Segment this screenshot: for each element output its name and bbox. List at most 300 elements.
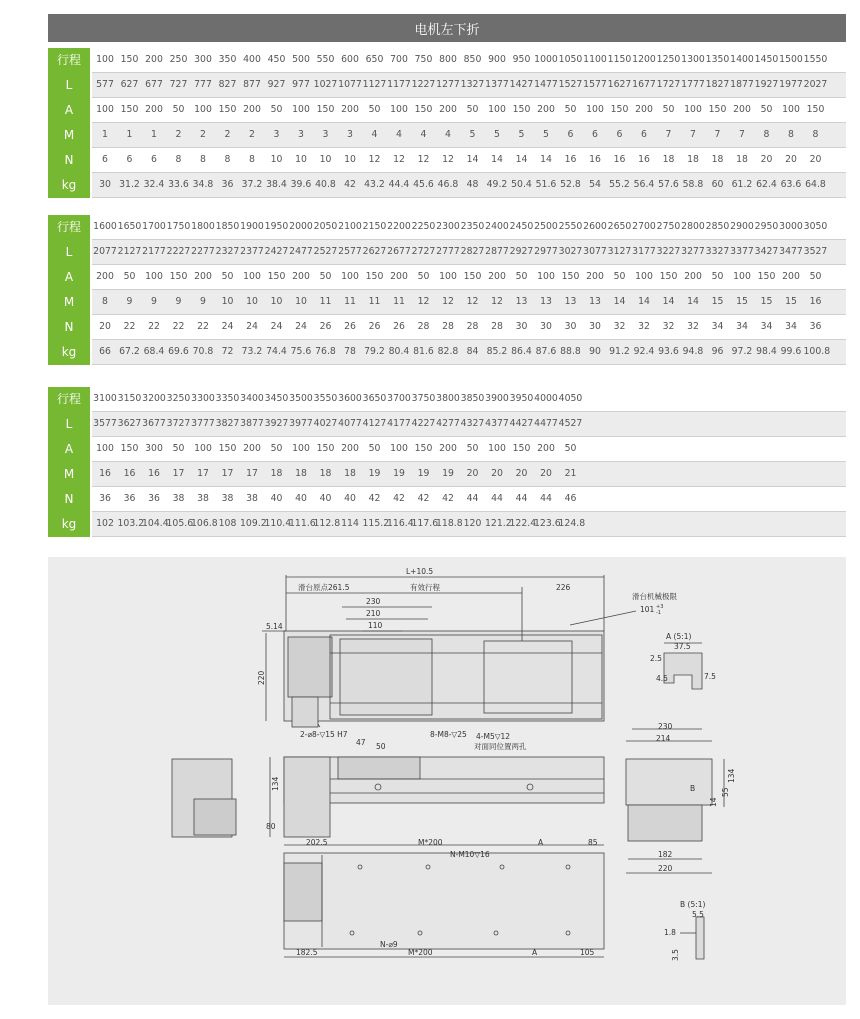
- table-cell: 3027: [558, 246, 583, 257]
- table-cell: 94.8: [682, 346, 704, 357]
- table-cell: 3527: [803, 246, 828, 257]
- table-cell: 46.8: [437, 179, 459, 190]
- table-cell: 4427: [509, 418, 534, 429]
- table-cell: 58.8: [682, 179, 704, 190]
- table-cell: 3100: [93, 393, 117, 404]
- table-cell: 19: [442, 468, 454, 479]
- table-cell: 36: [123, 493, 136, 504]
- table-cell: 34: [785, 321, 797, 332]
- table-cell: 50: [417, 271, 430, 282]
- table-cell: 80.4: [388, 346, 410, 357]
- table-cell: 18: [711, 154, 724, 165]
- row-label: kg: [61, 517, 77, 531]
- table-cell: 4227: [411, 418, 436, 429]
- table-cell: 200: [390, 271, 408, 282]
- table-cell: 2450: [509, 221, 534, 232]
- table-cell: 12: [442, 296, 454, 307]
- table-cell: 1627: [607, 79, 632, 90]
- row-label: 行程: [56, 220, 81, 234]
- table-cell: 100: [145, 271, 163, 282]
- table-cell: 200: [537, 443, 555, 454]
- table-cell: 200: [439, 104, 457, 115]
- table-cell: 87.6: [535, 346, 557, 357]
- table-cell: 4127: [362, 418, 387, 429]
- table-row: [92, 240, 846, 265]
- table-cell: 2600: [583, 221, 607, 232]
- table-cell: 16: [638, 154, 650, 165]
- table-cell: 2: [249, 129, 255, 140]
- table-cell: 18: [270, 468, 283, 479]
- table-cell: 105.6: [166, 518, 194, 529]
- table-cell: 2727: [411, 246, 436, 257]
- table-cell: 100: [194, 443, 212, 454]
- row-label: 行程: [56, 392, 81, 406]
- table-cell: 3900: [485, 393, 509, 404]
- table-cell: 50: [368, 104, 381, 115]
- table-cell: 150: [512, 443, 531, 454]
- dim-limit-val: 101: [640, 605, 655, 614]
- bottom-view-motor: [284, 863, 322, 921]
- table-cell: 100: [96, 104, 114, 115]
- table-cell: 63.6: [780, 179, 802, 190]
- table-cell: 150: [708, 104, 727, 115]
- table-cell: 12: [442, 154, 454, 165]
- table-cell: 1877: [730, 79, 754, 90]
- table-row: [92, 173, 846, 198]
- row-label: M: [63, 128, 75, 142]
- table-cell: 2327: [215, 246, 240, 257]
- table-cell: 3850: [460, 393, 485, 404]
- table-cell: 1200: [632, 54, 656, 65]
- table-cell: 8: [763, 129, 770, 140]
- detail-a-profile: [664, 653, 702, 689]
- table-cell: 900: [488, 54, 506, 65]
- table-cell: 3450: [264, 393, 289, 404]
- table-cell: 32.4: [143, 179, 165, 190]
- row-label: M: [63, 295, 75, 309]
- table-cell: 1: [151, 129, 157, 140]
- table-cell: 3700: [387, 393, 411, 404]
- table-cell: 54: [589, 179, 601, 190]
- table-cell: 16: [99, 468, 111, 479]
- table-cell: 19: [417, 468, 430, 479]
- detail-b-3-5: 3.5: [671, 949, 680, 961]
- table-cell: 3227: [656, 246, 681, 257]
- table-cell: 14: [515, 154, 528, 165]
- table-cell: 81.6: [413, 346, 434, 357]
- table-cell: 34.8: [192, 179, 214, 190]
- table-cell: 100: [537, 271, 555, 282]
- table-cell: 79.2: [364, 346, 385, 357]
- table-cell: 2627: [362, 246, 387, 257]
- table-cell: 26: [368, 321, 381, 332]
- table-cell: 8: [200, 154, 206, 165]
- table-cell: 1927: [754, 79, 779, 90]
- table-cell: 61.2: [731, 179, 753, 190]
- table-row: [92, 340, 846, 365]
- table-cell: 12: [417, 296, 430, 307]
- table-row: [92, 462, 846, 487]
- table-cell: 44: [491, 493, 503, 504]
- table-cell: 4: [445, 129, 451, 140]
- row-label: kg: [61, 345, 77, 359]
- table-cell: 100: [439, 271, 457, 282]
- table-cell: 2000: [289, 221, 313, 232]
- top-view-carriage: [340, 639, 432, 715]
- table-cell: 12: [491, 296, 503, 307]
- table-cell: 4: [371, 129, 378, 140]
- table-cell: 1127: [362, 79, 387, 90]
- table-cell: 15: [760, 296, 773, 307]
- table-cell: 20: [466, 468, 479, 479]
- dim-limit-tol-bot: -1: [656, 610, 661, 616]
- table-cell: 3627: [117, 418, 142, 429]
- front-view-motor: [284, 757, 330, 837]
- dim-limit: 滑台机械极限: [632, 592, 677, 601]
- table-cell: 121.2: [485, 518, 512, 529]
- table-cell: 3300: [191, 393, 215, 404]
- table-cell: 36: [809, 321, 822, 332]
- table-cell: 44: [540, 493, 552, 504]
- table-cell: 200: [341, 443, 359, 454]
- table-cell: 5: [543, 129, 549, 140]
- table-cell: 2377: [240, 246, 264, 257]
- table-cell: 100: [635, 271, 653, 282]
- table-cell: 500: [292, 54, 310, 65]
- table-cell: 3: [347, 129, 353, 140]
- spec-table-2: [48, 215, 846, 365]
- table-cell: 36: [148, 493, 160, 504]
- table-cell: 3427: [754, 246, 779, 257]
- table-cell: 150: [512, 104, 531, 115]
- row-label: N: [64, 320, 74, 334]
- table-cell: 90: [589, 346, 601, 357]
- table-cell: 750: [414, 54, 433, 65]
- table-cell: 12: [368, 154, 381, 165]
- table-cell: 49.2: [486, 179, 508, 190]
- table-cell: 777: [194, 79, 212, 90]
- table-cell: 50: [172, 443, 185, 454]
- table-cell: 7: [665, 129, 672, 140]
- table-cell: 10: [295, 296, 307, 307]
- table-cell: 14: [540, 154, 552, 165]
- table-cell: 10: [221, 296, 234, 307]
- table-cell: 30: [515, 321, 528, 332]
- dim-230: 230: [366, 597, 381, 606]
- table-cell: 24: [221, 321, 234, 332]
- detail-a-title: A (5:1): [666, 632, 692, 641]
- table-cell: 122.4: [509, 518, 537, 529]
- table-cell: 8: [102, 296, 108, 307]
- table-cell: 3950: [509, 393, 534, 404]
- row-label-column: [48, 215, 90, 365]
- table-cell: 50: [662, 104, 675, 115]
- table-cell: 34: [736, 321, 748, 332]
- table-cell: 17: [246, 468, 258, 479]
- table-cell: 16: [613, 154, 626, 165]
- dim-182-5: 182.5: [296, 948, 318, 957]
- hole-n-9: N-⌀9: [380, 940, 398, 949]
- dim-r220: 220: [658, 864, 673, 873]
- table-cell: 11: [368, 296, 381, 307]
- table-cell: 10: [246, 296, 258, 307]
- table-cell: 103.2: [117, 518, 145, 529]
- table-cell: 2400: [485, 221, 509, 232]
- table-cell: 150: [610, 104, 629, 115]
- table-cell: 2550: [558, 221, 583, 232]
- dim-limit-tol-top: +3: [656, 604, 664, 610]
- hole-n-m10: N-M10▽16: [450, 850, 490, 859]
- table-cell: 1550: [803, 54, 828, 65]
- table-cell: 2: [175, 129, 182, 140]
- table-cell: 1527: [558, 79, 583, 90]
- table-cell: 32: [638, 321, 650, 332]
- table-cell: 100: [341, 271, 359, 282]
- table-cell: 150: [365, 271, 384, 282]
- table-cell: 4: [420, 129, 427, 140]
- table-cell: 200: [488, 271, 506, 282]
- table-cell: 4527: [558, 418, 583, 429]
- table-cell: 2500: [534, 221, 558, 232]
- table-cell: 110.4: [264, 518, 292, 529]
- table-cell: 50.4: [511, 179, 532, 190]
- bottom-view-body: [284, 853, 604, 949]
- dim-210: 210: [366, 609, 381, 618]
- table-cell: 32: [687, 321, 699, 332]
- table-cell: 1227: [411, 79, 436, 90]
- row-label: L: [65, 417, 73, 431]
- table-cell: 2777: [436, 246, 460, 257]
- table-cell: 2527: [313, 246, 338, 257]
- table-cell: 150: [414, 443, 433, 454]
- table-cell: 3000: [779, 221, 803, 232]
- table-cell: 100: [733, 271, 751, 282]
- table-cell: 800: [439, 54, 457, 65]
- table-cell: 7: [690, 129, 696, 140]
- table-cell: 1300: [681, 54, 705, 65]
- table-cell: 20: [99, 321, 111, 332]
- table-cell: 26: [344, 321, 356, 332]
- table-cell: 2650: [607, 221, 632, 232]
- table-cell: 2577: [338, 246, 362, 257]
- table-cell: 91.2: [609, 346, 630, 357]
- table-cell: 3077: [583, 246, 607, 257]
- table-row: [92, 437, 846, 462]
- table-cell: 2950: [754, 221, 779, 232]
- table-cell: 1800: [191, 221, 215, 232]
- table-cell: 3150: [117, 393, 142, 404]
- dim-a-2: A: [532, 948, 538, 957]
- table-cell: 14: [491, 154, 503, 165]
- table-cell: 32: [613, 321, 626, 332]
- table-cell: 200: [145, 54, 163, 65]
- table-cell: 106.8: [191, 518, 218, 529]
- table-cell: 67.2: [119, 346, 140, 357]
- table-cell: 1977: [779, 79, 803, 90]
- drawing-svg: [48, 557, 846, 1005]
- table-cell: 38: [246, 493, 258, 504]
- dim-effective: 有效行程: [410, 583, 440, 592]
- dim-l-total: L+10.5: [406, 567, 434, 576]
- table-cell: 8: [175, 154, 182, 165]
- table-cell: 1000: [534, 54, 558, 65]
- table-cell: 150: [169, 271, 188, 282]
- table-cell: 76.8: [315, 346, 336, 357]
- table-cell: 1700: [142, 221, 166, 232]
- table-cell: 96: [711, 346, 724, 357]
- table-cell: 50: [564, 104, 577, 115]
- table-cell: 28: [442, 321, 454, 332]
- table-cell: 2750: [656, 221, 681, 232]
- table-cell: 650: [365, 54, 384, 65]
- table-cell: 36: [99, 493, 111, 504]
- row-label: L: [65, 245, 73, 259]
- table-cell: 2100: [338, 221, 362, 232]
- table-cell: 3377: [730, 246, 754, 257]
- table-cell: 34: [711, 321, 724, 332]
- table-cell: 18: [295, 468, 307, 479]
- table-row: [92, 387, 846, 412]
- table-cell: 927: [267, 79, 286, 90]
- table-cell: 16: [809, 296, 822, 307]
- table-cell: 15: [736, 296, 748, 307]
- table-cell: 1277: [436, 79, 460, 90]
- table-cell: 200: [537, 104, 555, 115]
- table-cell: 117.6: [411, 518, 439, 529]
- technical-drawing: [48, 557, 846, 1005]
- table-cell: 6: [592, 129, 598, 140]
- table-cell: 18: [662, 154, 675, 165]
- table-cell: 3600: [338, 393, 362, 404]
- table-cell: 50: [368, 443, 381, 454]
- hole-callout-3: 4-M5▽12: [476, 732, 511, 741]
- table-cell: 1450: [754, 54, 779, 65]
- dim-105: 105: [580, 948, 595, 957]
- table-cell: 30: [99, 179, 111, 190]
- table-cell: 200: [243, 443, 261, 454]
- table-cell: 20: [491, 468, 503, 479]
- row-label-column: [48, 387, 90, 537]
- table-cell: 14: [466, 154, 479, 165]
- table-cell: 5: [518, 129, 525, 140]
- table-cell: 68.4: [143, 346, 165, 357]
- detail-b-5-5: 5.5: [692, 910, 704, 919]
- table-cell: 26: [319, 321, 332, 332]
- table-cell: 1250: [656, 54, 681, 65]
- table-cell: 69.6: [168, 346, 189, 357]
- table-cell: 38: [197, 493, 209, 504]
- table-cell: 100: [488, 104, 506, 115]
- table-cell: 42: [417, 493, 430, 504]
- table-cell: 2350: [460, 221, 485, 232]
- table-cell: 16: [148, 468, 160, 479]
- table-cell: 3750: [411, 393, 436, 404]
- table-cell: 52.8: [560, 179, 581, 190]
- table-cell: 11: [319, 296, 332, 307]
- table-cell: 3500: [289, 393, 313, 404]
- dim-a: A: [538, 838, 544, 847]
- detail-b-marker: B: [690, 784, 696, 793]
- table-cell: 42: [344, 179, 356, 190]
- table-cell: 16: [123, 468, 136, 479]
- table-cell: 1827: [705, 79, 730, 90]
- table-cell: 111.6: [289, 518, 316, 529]
- table-cell: 8: [812, 129, 819, 140]
- table-cell: 2027: [803, 79, 828, 90]
- table-row: [92, 512, 846, 537]
- table-cell: 44: [515, 493, 528, 504]
- table-cell: 50: [466, 104, 479, 115]
- table-cell: 10: [295, 154, 307, 165]
- spec-table-3: [48, 387, 846, 537]
- table-cell: 200: [586, 271, 604, 282]
- table-cell: 31.2: [119, 179, 140, 190]
- table-cell: 40.8: [315, 179, 336, 190]
- table-cell: 700: [390, 54, 408, 65]
- row-label: N: [64, 153, 74, 167]
- table-cell: 24: [295, 321, 307, 332]
- table-cell: 1650: [117, 221, 142, 232]
- table-row: [92, 98, 846, 123]
- table-cell: 14: [662, 296, 675, 307]
- table-cell: 50: [760, 104, 773, 115]
- table-cell: 2: [224, 129, 231, 140]
- table-cell: 22: [172, 321, 185, 332]
- table-cell: 2927: [509, 246, 534, 257]
- table-cell: 28: [466, 321, 479, 332]
- table-cell: 6: [567, 129, 574, 140]
- table-cell: 100: [390, 104, 408, 115]
- table-cell: 114: [341, 518, 359, 529]
- table-cell: 200: [96, 271, 114, 282]
- table-cell: 13: [515, 296, 528, 307]
- table-cell: 42: [393, 493, 405, 504]
- dim-220: 220: [257, 670, 266, 685]
- table-cell: 8: [788, 129, 794, 140]
- table-cell: 72: [221, 346, 234, 357]
- table-cell: 50: [270, 443, 283, 454]
- table-cell: 55.2: [609, 179, 630, 190]
- table-cell: 44.4: [388, 179, 410, 190]
- table-cell: 50: [172, 104, 185, 115]
- table-cell: 38.4: [266, 179, 287, 190]
- table-cell: 46: [564, 493, 577, 504]
- table-cell: 32: [662, 321, 675, 332]
- table-cell: 50: [809, 271, 822, 282]
- table-cell: 2177: [142, 246, 166, 257]
- table-cell: 34: [760, 321, 773, 332]
- detail-b-1-8: 1.8: [664, 928, 676, 937]
- row-label: N: [64, 492, 74, 506]
- table-cell: 70.8: [192, 346, 214, 357]
- table-cell: 100: [292, 443, 310, 454]
- table-row: [92, 315, 846, 340]
- table-cell: 9: [200, 296, 206, 307]
- table-cell: 1077: [338, 79, 362, 90]
- table-cell: 2827: [460, 246, 485, 257]
- table-cell: 3277: [681, 246, 705, 257]
- table-cell: 13: [589, 296, 601, 307]
- table-cell: 4000: [534, 393, 558, 404]
- dim-r55: 55: [721, 787, 730, 797]
- table-cell: 1727: [656, 79, 681, 90]
- table-cell: 36: [221, 179, 234, 190]
- table-cell: 200: [782, 271, 800, 282]
- table-cell: 88.8: [560, 346, 581, 357]
- table-cell: 4027: [313, 418, 338, 429]
- table-cell: 550: [316, 54, 335, 65]
- table-cell: 2977: [534, 246, 558, 257]
